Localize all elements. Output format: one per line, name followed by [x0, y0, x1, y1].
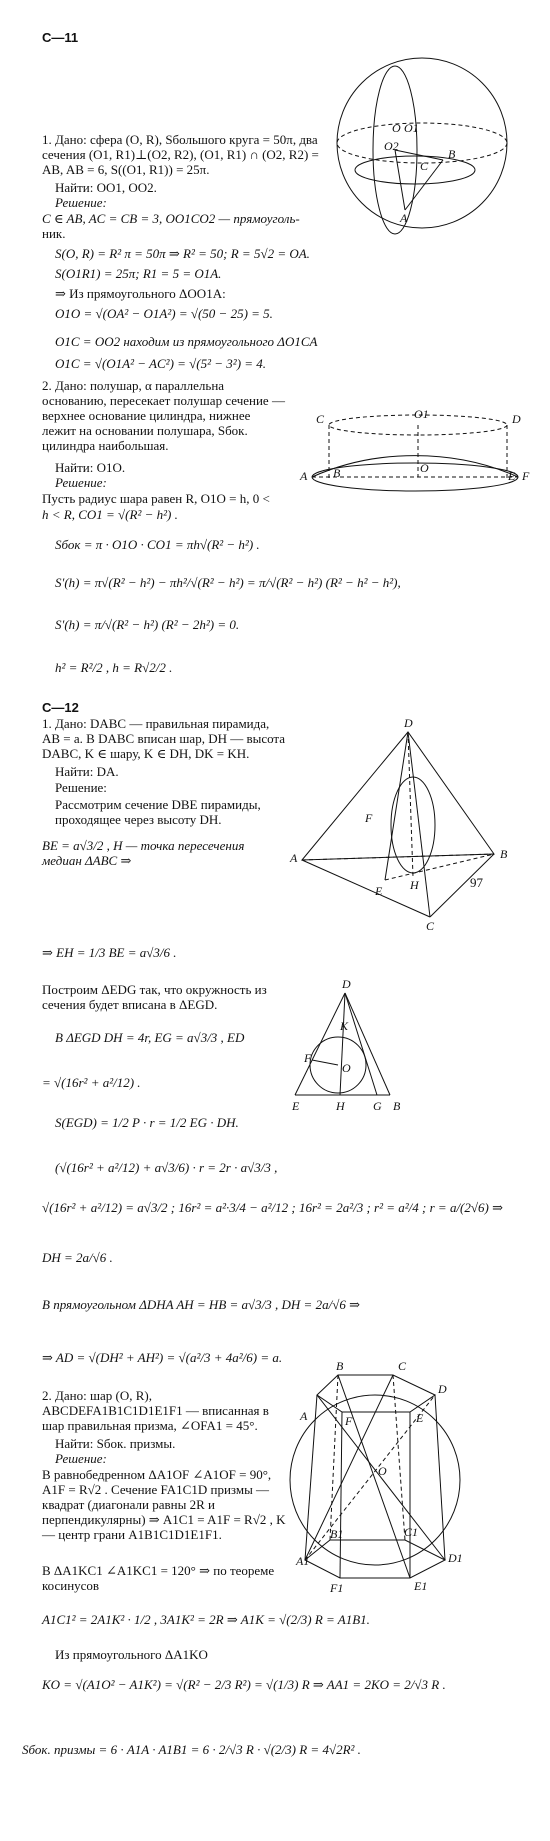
- c12-problem1-line5: В ΔEGD DH = 4r, EG = a√3/3 , ED: [55, 1030, 245, 1045]
- problem2-find: Найти: O1O.: [55, 460, 126, 475]
- triangle-label-o: O: [342, 1061, 351, 1075]
- c12-problem1-line8: (√(16r² + a²/12) + a√3/6) · r = 2r · a√3/3 ,: [55, 1160, 278, 1175]
- triangle-radius: [312, 1060, 338, 1065]
- pyramid-label-c: C: [426, 919, 435, 933]
- c12-problem1-find: Найти: DA.: [55, 764, 119, 779]
- problem2-line4: S′(h) = π√(R² − h²) − πh²/√(R² − h²) = π/√(R² − h²) (R² − h² − h²),: [55, 575, 401, 590]
- prism-label-o: O: [378, 1464, 387, 1478]
- pyramid-label-e: E: [375, 884, 383, 898]
- problem1-line2: S(O, R) = R² π = 50π ⇒ R² = 50; R = 5√2 = OA.: [55, 246, 310, 261]
- sphere-label-b: B: [448, 147, 456, 161]
- triangle-label-h: H: [336, 1099, 345, 1113]
- prism-label-b1: B1: [330, 1527, 344, 1541]
- problem2-line5: S′(h) = π/√(R² − h²) (R² − 2h²) = 0.: [55, 617, 240, 632]
- prism-figure: [290, 1375, 460, 1578]
- sphere-label-c: C: [420, 159, 429, 173]
- triangle-side-db: [345, 993, 390, 1095]
- c12-problem2-solution-label: Решение:: [55, 1451, 107, 1466]
- c12-problem2-line6: Sбок. призмы = 6 · A1A · A1B1 = 6 · 2/√3 R · √(2/3) R = 4√2R² .: [22, 1742, 361, 1757]
- problem1-line7: O1C = √(O1A² − AC²) = √(5² − 3²) = 4.: [55, 356, 267, 371]
- hemisphere-label-o1: O1: [414, 407, 429, 421]
- prism-label-a1: A1: [296, 1554, 310, 1568]
- sphere-line-2: [395, 150, 443, 160]
- problem1-line3: S(O1R1) = 25π; R1 = 5 = O1A.: [55, 266, 222, 281]
- sphere-section: [355, 156, 475, 184]
- pyramid-label-d: D: [404, 716, 413, 730]
- prism-label-f: F: [345, 1414, 353, 1428]
- pyramid-edge-bc: [430, 854, 494, 917]
- hemisphere-label-d: D: [512, 412, 521, 426]
- prism-label-d: D: [438, 1382, 447, 1396]
- triangle-label-e: E: [292, 1099, 300, 1113]
- section-header-c11: C—11: [42, 30, 79, 45]
- c12-problem1-solution-label: Решение:: [55, 780, 107, 795]
- problem1-line5: O1O = √(OA² − O1A²) = √(50 − 25) = 5.: [55, 306, 273, 321]
- c12-problem1-line10: DH = 2a/√6 .: [42, 1250, 113, 1265]
- problem1-given: 1. Дано: сфера (O, R), Sбольшого круга = 50π, два сечения (O1, R1)⊥(O2, R2), (O1, R1) ∩ (O2, R2) = AB, AB = 6, S((O1, R1)) = 25π.: [42, 132, 319, 177]
- problem1-find: Найти: OO1, OO2.: [55, 180, 157, 195]
- c12-problem2-line5: KO = √(A1O² − A1K²) = √(R² − 2/3 R²) = √(1/3) R ⇒ AA1 = 2KO = 2/√3 R .: [42, 1677, 446, 1692]
- section-header-c12: C—12: [42, 700, 79, 715]
- problem1-line1b: ник.: [42, 226, 66, 241]
- triangle-label-k: K: [340, 1019, 349, 1033]
- triangle-label-d: D: [342, 977, 351, 991]
- prism-label-b: B: [336, 1359, 344, 1373]
- hemisphere-label-f: F: [522, 469, 530, 483]
- prism-label-d1: D1: [448, 1551, 463, 1565]
- c12-problem1-line12: ⇒ AD = √(DH² + AH²) = √(a²/3 + 4a²/6) = a.: [42, 1350, 283, 1365]
- problem2-solution-label: Решение:: [55, 475, 107, 490]
- prism-top-hexagon: [317, 1375, 435, 1412]
- sphere-equator: [337, 123, 507, 163]
- prism-label-c1: C1: [404, 1525, 419, 1539]
- c12-problem2-line4: Из прямоугольного ΔA1KO: [55, 1647, 208, 1662]
- c12-problem2-find: Найти: Sбок. призмы.: [55, 1436, 176, 1451]
- prism-label-c: C: [398, 1359, 407, 1373]
- c12-problem1-line1: Рассмотрим сечение DBE пирамиды, проходящее через высоту DH.: [55, 797, 261, 827]
- triangle-label-f: F: [304, 1051, 312, 1065]
- c12-problem1-line4: Построим ΔEDG так, что окружность из сечения будет вписана в ΔEGD.: [42, 982, 267, 1012]
- c12-problem1-line9: √(16r² + a²/12) = a√3/2 ; 16r² = a²·3/4 − a²/12 ; 16r² = 2a²/3 ; r² = a²/4 ; r = a/(2√6) ⇒: [42, 1200, 503, 1215]
- c12-problem1-line2: BE = a√3/2 , H — точка пересечения медиан ΔABC ⇒: [42, 838, 245, 868]
- sphere-label-a: A: [400, 211, 408, 225]
- hemisphere-label-b: B: [333, 466, 341, 480]
- triangle-height: [340, 993, 345, 1095]
- hemisphere-label-e: E: [508, 469, 516, 483]
- problem2-given: 2. Дано: полушар, α параллельна основанию, пересекает полушар сечение — верхнее основание цилиндра, нижнее лежит на основании полушара, Sбок. цилиндра наибольшая.: [42, 378, 285, 453]
- c12-problem2-given: 2. Дано: шар (O, R), ABCDEFA1B1C1D1E1F1 — вписанная в шар правильная призма, ∠OFA1 = 45°.: [42, 1388, 269, 1433]
- pyramid-label-f: F: [365, 811, 373, 825]
- pyramid-inscribed-sphere: [391, 777, 435, 873]
- problem1-line1: C ∈ AB, AC = CB = 3, OO1CO2 — прямоуголь-: [42, 211, 300, 226]
- prism-label-e1: E1: [414, 1579, 428, 1593]
- c12-problem2-line1: В равнобедренном ΔA1OF ∠A1OF = 90°, A1F = R√2 . Сечение FA1C1D призмы — квадрат (диагонали равны 2R и перпендикулярны) ⇒ A1C1 = A1F = R√2 , K — центр грани A1B1C1D1E1F1.: [42, 1467, 286, 1542]
- pyramid-figure: [302, 732, 494, 917]
- problem2-line2: h < R, CO1 = √(R² − h²) .: [42, 507, 178, 522]
- sphere-label-o1: O1: [404, 121, 419, 135]
- c12-problem2-line3: A1C1² = 2A1K² · 1/2 , 3A1K² = 2R ⇒ A1K = √(2/3) R = A1B1.: [42, 1612, 370, 1627]
- pyramid-label-h: H: [410, 878, 419, 892]
- problem1-line6: O1C = OO2 находим из прямоугольного ΔO1CA: [55, 334, 318, 349]
- problem2-line3: Sбок = π · O1O · CO1 = πh√(R² − h²) .: [55, 537, 260, 552]
- triangle-figure: [295, 993, 390, 1095]
- triangle-label-g: G: [373, 1099, 382, 1113]
- problem1-solution-label: Решение:: [55, 195, 107, 210]
- triangle-side-dg: [345, 993, 377, 1095]
- sphere-label-o: O: [392, 121, 401, 135]
- c12-problem1-line3: ⇒ EH = 1/3 BE = a√3/6 .: [42, 945, 177, 960]
- sphere-line-1: [395, 150, 405, 210]
- problem1-line4: ⇒ Из прямоугольного ΔOO1A:: [55, 286, 226, 301]
- prism-label-e: E: [416, 1411, 424, 1425]
- prism-label-f1: F1: [330, 1581, 344, 1595]
- sphere-outline: [337, 58, 507, 228]
- problem2-line6: h² = R²/2 , h = R√2/2 .: [55, 660, 173, 675]
- page-number: 97: [470, 875, 483, 890]
- problem2-line1: Пусть радиус шара равен R, O1O = h, 0 <: [42, 491, 270, 506]
- pyramid-median: [385, 854, 494, 880]
- prism-label-a: A: [300, 1409, 308, 1423]
- hemisphere-label-c: C: [316, 412, 325, 426]
- hemisphere-label-o: O: [420, 461, 429, 475]
- hemisphere-figure: [312, 415, 518, 491]
- hemisphere-label-a: A: [300, 469, 308, 483]
- prism-bottom-hexagon: [305, 1540, 445, 1578]
- c12-problem1-line11: В прямоугольном ΔDHA AH = HB = a√3/3 , DH = 2a/√6 ⇒: [42, 1297, 360, 1312]
- hemisphere-dome: [312, 456, 518, 477]
- c12-problem1-given: 1. Дано: DABC — правильная пирамида, AB = a. В DABC вписан шар, DH — высота DABC, K ∈ шару, K ∈ DH, DK = KH.: [42, 716, 286, 761]
- sphere-label-o2: O2: [384, 139, 399, 153]
- c12-problem1-line7: S(EGD) = 1/2 P · r = 1/2 EG · DH.: [55, 1115, 239, 1130]
- c12-problem1-line6: = √(16r² + a²/12) .: [42, 1075, 141, 1090]
- pyramid-label-b: B: [500, 847, 508, 861]
- c12-problem2-line2: В ΔA1KC1 ∠A1KC1 = 120° ⇒ по теореме косинусов: [42, 1563, 275, 1593]
- pyramid-label-a: A: [290, 851, 298, 865]
- triangle-label-b: B: [393, 1099, 401, 1113]
- sphere-figure: [337, 58, 507, 234]
